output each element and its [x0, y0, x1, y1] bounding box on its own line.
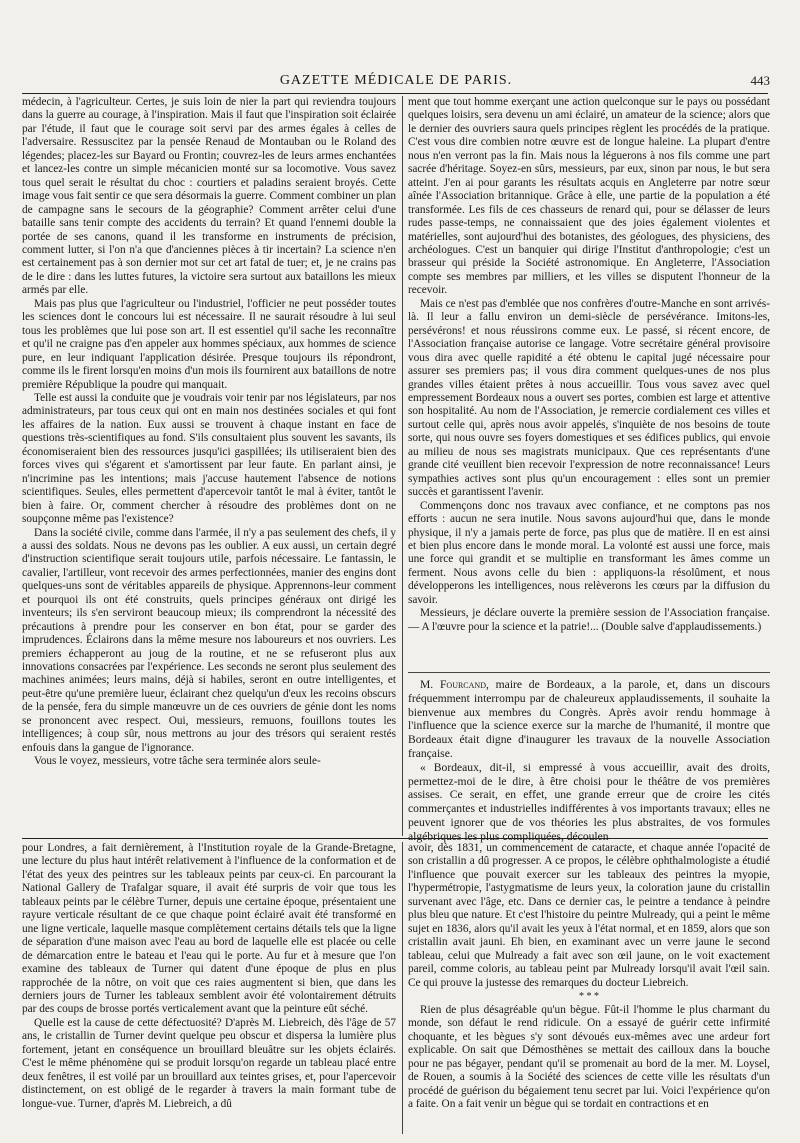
paragraph: Dans la société civile, comme dans l'armée, il n'y a pas seulement des chefs, il y a aussi des soldats. Nous ne devons pas les oublier. A eux aussi, un certain degré d'instruction scientifique serait toujours utile, parfois nécessaire. Le fantassin, le cavalier, l'artilleur, vont recevoir des armes perfectionnées, manier des engins dont quelques-uns sont de véritables appareils de physique. Apprennons-leur comment et pourquoi ils ont été construits, quels principes généraux ont dirigé les inventeurs; ils s'en serviront beaucoup mieux; ils comprendront la nécessité des précautions à prendre pour les conserver en bon état, pour se garder des imprudences. Éclairons dans la même mesure nos laboureurs et nos ouvriers. Les premiers échapperont au joug de la routine, et ne se refuseront plus aux innovations consacrées par l'expérience. Les seconds ne seront plus seulement des machines animées; leurs mains, déjà si habiles, seront en outre intelligentes, et peut-être qu'une première lueur, éclairant chez quelqu'un d'eux les recoins obscurs de la pensée, fera du simple manœuvre un de ces ouvriers de génie dont les noms se prononcent avec respect. Oui, messieurs, remuons, fouillons toutes les intelligences; à coup sûr, nous mettrons au jour des trésors qui seraient restés enfouis dans la gangue de l'ignorance. — [22, 526, 396, 754]
paragraph: Quelle est la cause de cette défectuosité? D'après M. Liebreich, dès l'âge de 57 ans, le cristallin de Turner devint quelque peu obscur et dispersa la lumière plus fortement, jetant en conséquence un brouillard bleuâtre sur les objets éclairés. C'est le même phénomène qui se produit lorsqu'on regarde un tableau placé entre deux fenêtres, il est voilé par un brouillard aux teintes grises, et, pour l'apercevoir distinctement, on est obligé de le regarder à travers la main formant tube de longue-vue. Turner, d'après M. Liebreich, a dû — [22, 1016, 396, 1110]
fourcand-section — [408, 678, 770, 843]
section-rule — [408, 672, 770, 673]
paragraph: ment que tout homme exerçant une action quelconque sur le pays ou possédant quelques loisirs, sera devenu un ami éclairé, un amateur de la science; alors que le dernier des ouvriers saura quels principes règlent les procédés de la pratique. C'est vous dire combien notre œuvre est de longue haleine. La plupart d'entre nous n'en verront pas la fin. Mais nous la léguerons à nos fils comme une part sacrée d'héritage. Soyez-en sûrs, messieurs, par eux, sinon par nous, le but sera atteint. J'en ai pour garants les résultats acquis en Angleterre par notre sœur aînée l'Association britannique. Grâce à elle, une partie de la population a été transformée. Les fils de ces chasseurs de renard qui, pour se délasser de leurs rudes passe-temps, ne connaissaient que des joies également violentes et matérielles, sont aujourd'hui des botanistes, des géologues, des physiciens, des archéologues. C'est un banquier qui dirige l'Institut d'anthropologie; c'est un brasseur qui préside la Société astronomique. En Angleterre, l'Association compte ses membres par milliers, et les villes se disputent l'honneur de la recevoir. — [408, 96, 770, 297]
page-number: 443 — [750, 73, 770, 88]
page-rule — [22, 838, 768, 839]
paragraph: Rien de plus désagréable qu'un bègue. Fût-il l'homme le plus charmant du monde, son défaut le rend ridicule. On a essayé de guérir cette infirmité choquante, et les bègues s'y sont dévoués eux-mêmes avec une ardeur fort explicable. On sait que Démosthènes se mettait des cailloux dans la bouche pour ne pas bégayer, pendant qu'il se promenait au bord de la mer. M. Loysel, de Rouen, a soumis à la Société des sciences de cette ville les résultats d'un procédé de guérison du bégaiement tenu secret par lui. Voici l'expérience qu'on a faite. On a fait venir un bègue qui se tordait en contractions et en — [408, 1003, 770, 1111]
paragraph: Telle est aussi la conduite que je voudrais voir tenir par nos législateurs, par nos administrateurs, par tous ceux qui ont en main nos destinées sociales et qui font les affaires de la nation. Eux aussi se trouvent à chaque instant en face de questions très-scientifiques au fond. S'ils consultaient plus souvent les savants, ils économiseraient bien des ressources jusqu'ici gaspillées; ils utiliseraient bien des forces vives qui s'égarent et s'amortissent par leur faute. En parlant ainsi, je n'incrimine pas les intentions; mais j'accuse hautement l'absence de notions scientifiques. Seules, elles permettent d'apercevoir tantôt le mal à éviter, tantôt le bien à faire. Or, comment chercher à résoudre des problèmes dont on ne soupçonne même pas l'existence? — [22, 391, 396, 526]
speaker-name: M. Fourcand — [420, 678, 486, 691]
paragraph: Mais pas plus que l'agriculteur ou l'industriel, l'officier ne peut posséder toutes les sciences dont le concours lui est nécessaire. Il ne saurait résoudre à lui seul tous les problèmes que lui pose son art. Il est essentiel qu'il sache les reconnaître et qu'il ne craigne pas d'en appeler aux hommes spéciaux, aux hommes de science pure, en leur indiquant l'application désirée. Presque toujours ils répondront, comme ils le firent lorsqu'en moins d'un mois ils fournirent aux bataillons de notre première République la poudre qui manquait. — [22, 297, 396, 391]
paragraph: avoir, dès 1831, un commencement de cataracte, et chaque année l'opacité de son cristallin a dû progresser. A ce propos, le célèbre ophthalmologiste a étudié l'influence que pouvait exercer sur les tableaux des peintres la myopie, l'hypermétropie, l'astygmatisme de leurs yeux, la coloration jaune du cristallin survenant avec l'âge, etc. Dans ce dernier cas, le peintre a tendance à peindre plus bleu que nature. Et c'est l'histoire du peintre Mulready, qui a peint le même sujet en 1836, alors qu'il avait les yeux à l'état normal, et en 1859, alors que son cristallin avait jauni. Eh bien, en examinant avec un verre jaune le second tableau, celui que Mulready a fait avec son œil jaune, on le voit exactement pareil, comme coloris, au tableau peint par Mulready lorsqu'il avait l'œil sain. Ce qui prouve la justesse des remarques du docteur Liebreich. — [408, 842, 770, 989]
paragraph: Commençons donc nos travaux avec confiance, et ne comptons pas nos efforts : aucun ne sera inutile. Nous savons aujourd'hui que, dans le monde physique, il n'y a jamais perte de force, pas plus que de matière. Il en est ainsi et bien plus encore dans le monde moral. La volonté est aussi une force, mais une force qui grandit et se multiplie en transformant les âmes comme un ferment. Nous avons celle du bien : appliquons-la résolûment, et nous développerons les intelligences, nous relèverons les cœurs par la diffusion du savoir. — [408, 499, 770, 606]
speaker-intro: , maire de Bordeaux, a la parole, et, dans un discours fréquemment interrompu par de chaleureux applaudissements, il souhaite la bienvenue aux membres du Congrès. Après avoir rendu hommage à l'influence que la science exerce sur la marche de l'humanité, il montre que Bordeaux était digne d'inaugurer les travaux de la nouvelle Association française. — [408, 678, 770, 760]
paragraph: Messieurs, je déclare ouverte la première session de l'Association française. — A l'œuvre pour la science et la patrie!... (Double salve d'applaudissements.) — [408, 607, 770, 633]
column-bottom-left — [22, 842, 396, 1134]
paragraph: Vous le voyez, messieurs, votre tâche sera terminée alors seule- — [34, 755, 321, 768]
column-top-left — [22, 96, 396, 836]
column-divider — [402, 96, 403, 836]
page-header — [22, 70, 770, 92]
paragraph — [408, 678, 770, 761]
column-bottom-right — [408, 842, 770, 1134]
column-top-right — [408, 96, 770, 668]
section-separator: * * * — [579, 990, 599, 1002]
journal-title: GAZETTE MÉDICALE DE PARIS. — [279, 73, 513, 88]
paragraph: Mais ce n'est pas d'emblée que nos confrères d'outre-Manche en sont arrivés-là. Il leur a fallu environ un demi-siècle de persévérance. Imitons-les, persévérons! et nous réussirons comme eux. Le passé, si récent encore, de l'Association française autorise ce langage. Votre secrétaire général provisoire vous dira avec quelle rapidité a été obtenu le capital jugé nécessaire pour assurer ses premiers pas; il vous dira comment quelques-unes de nos plus grandes villes étaient prêtes à nous accueillir. Tous vous savez avec quel empressement Bordeaux nous a ouvert ses portes, combien est large et attentive son hospitalité. Au nom de l'Association, je remercie cordialement ces villes et surtout celle qui, après nous avoir appelés, s'inquiète de nos besoins de toute sorte, qui nous ouvre ses foyers domestiques et ses édifices publics, qui envoie au milieu de nous ses magistrats municipaux. Que ces représentants d'une grande cité veuillent bien recevoir l'expression de notre reconnaissance! Leurs sympathies actives sont plus qu'un encouragement : elles sont un premier succès et garantissent l'avenir. — [408, 297, 770, 499]
column-divider — [402, 842, 403, 1134]
paragraph: médecin, à l'agriculteur. Certes, je suis loin de nier la part qui reviendra toujours dans la guerre au courage, à l'inspiration. Mais il faut que l'inspiration soit éclairée par l'étude, il faut que le courage soit servi par des armes égales à celles de l'adversaire. Ressuscitez par la pensée Renaud de Montauban ou le Roland des légendes; placez-les sur Bayard ou Frontin; couvrez-les de leurs armes enchantées et lancez-les contre un simple mécanicien monté sur sa locomotive. Vous savez tous quel serait le résultat du choc : courtiers et paladins seraient broyés. Cette image vous fait sentir ce que sera désormais la guerre. Comment combiner un plan de campagne sans le secours de la géographie? Comment arrêter celui d'une bataille sans tenir compte des accidents du terrain? Et quand l'ennemi double la portée de ses canons, quand il les transforme en instruments de précision, comment lutter, si l'on n'a que d'anciennes pièces à tir incertain? La science n'en est certainement pas à son dernier mot sur cet art fatal de tuer; et, je ne crains pas de le dire : dans les luttes futures, la victoire sera surtout aux bataillons les mieux armés par elle. — [22, 96, 396, 297]
header-rule — [22, 93, 768, 94]
paragraph: pour Londres, a fait dernièrement, à l'Institution royale de la Grande-Bretagne, une lecture du plus haut intérêt relativement à l'influence de la conformation et de l'état des yeux des peintres sur les tableaux peints par ceux-ci. En parcourant la National Gallery de Trafalgar square, il avait été surpris de voir que tous les tableaux peints par le célèbre Turner, depuis une certaine époque, présentaient une rayure verticale résultant de ce que chaque point éclairé avait été transformé en une ligne verticale, laquelle masque complètement certains détails tels que la ligne de séparation d'une maison avec l'eau au bord de laquelle elle est placée ou celle de démarcation entre le bateau et l'eau qui le porte. Au fur et à mesure que l'on examine des tableaux de Turner qui datent d'une époque de plus en plus rapprochée de la nôtre, on voit que ces raies augmentent si bien, que dans les derniers jours de Turner les tableaux semblent avoir été volontairement détruits par des coups de brosse portés verticalement avant que la peinture eût séché. — [22, 842, 396, 1016]
quote-paragraph: « Bordeaux, dit-il, si empressé à vous accueillir, avait des droits, permettez-moi de le dire, à être choisi pour le théâtre de vos premières assises. Ce serait, en effet, une grande erreur que de croire les cités commerçantes et industrielles indifférentes à vos importants travaux; elles ne peuvent ignorer que de vos théories les plus abstraites, de vos formules algébriques les plus compliquées, découlen — [408, 760, 770, 843]
